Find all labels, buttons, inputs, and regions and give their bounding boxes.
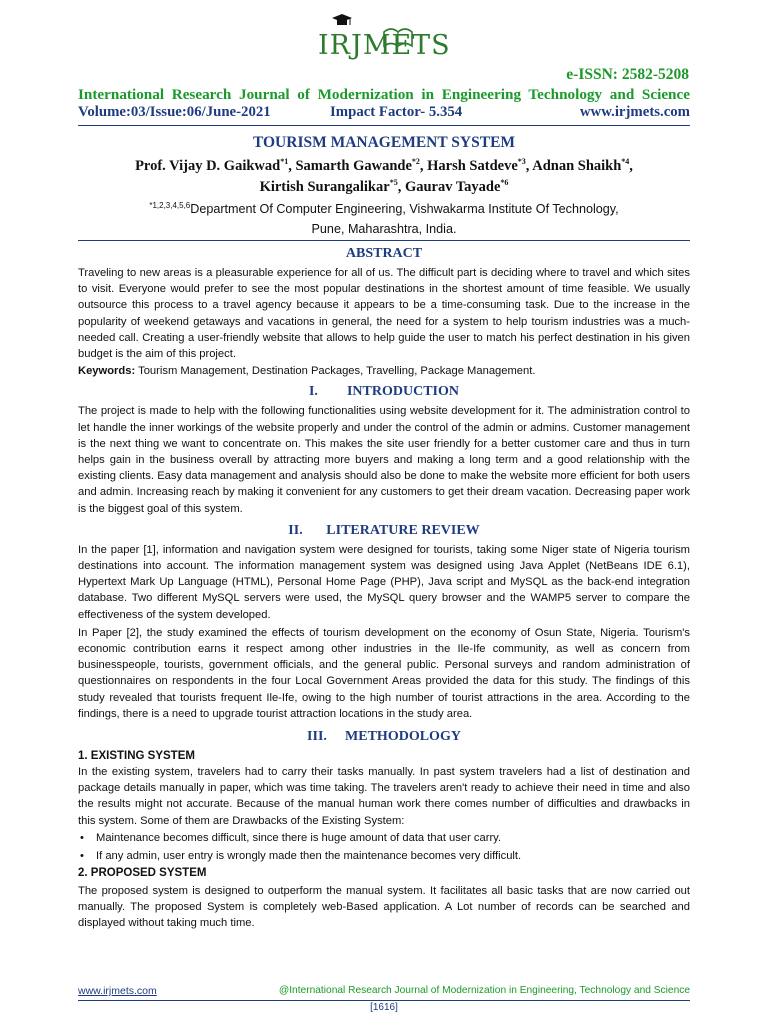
author-name: Kirtish Surangalikar [259,179,390,195]
affiliation [78,199,690,239]
keywords-list: Tourism Management, Destination Packages, Travelling, Package Management. [135,365,536,378]
abstract-heading: ABSTRACT [345,246,423,261]
literature-para-1: In the paper [1], information and navigation system were designed for tourists, taking some Niger state of Nigeria tourism destinations into account. The information management system was designed using Java Applet (NetBeans IDE 6.1), Hypertext Mark Up Language (HTML), Personal Home Page (PHP), Java script and MySQL as the back-end integration database. Two different MySQL servers were used, the MySQL query browser and the WAMP5 server to compare the effectiveness of the system developed. [78,543,690,621]
volume-line [78,104,690,124]
author-sup: *1 [280,157,289,167]
keywords-label: Keywords: [78,365,136,378]
footer-divider [78,1000,690,1001]
proposed-system-text: The proposed system is designed to outperform the manual system. It facilitates all basic tasks that are now carried out manually. The proposed System is completely web-Based application. A Lot number of records can be searched and displayed without taking much time. [78,884,690,930]
list-item: • If any admin, user entry is wrongly made then the maintenance becomes very difficult. [78,847,690,865]
existing-system-text: In the existing system, travelers had to carry their tasks manually. In past system travelers had a list of destination and package details manually in paper, which was time taking. The travelers aren't ready to achieve their need in time and also the results might not accurate. Because of the manual human work there comes number of difficulties and drawbacks in this system. Some of them are Drawbacks of the Existing System: [78,766,690,827]
journal-logo [318,12,456,64]
journal-website[interactable]: www.irjmets.com [579,104,690,120]
abstract-text: Traveling to new areas is a pleasurable experience for all of us. The difficult part is deciding where to travel and which sites to visit. Everyone would prefer to see the most popular destinations in the shortest amount of time feasible. We usually outsource this process to a travel agency because it appears to be a time-consuming task. Due to the increase in the popularity of weekend getaways and vacations in general, the need for a system to help tourism industries was a much-needed call. Creating a user-friendly website that allows to help guide the user to match his perfect destination in his given budget is the aim of this project. [78,267,690,361]
header-divider [78,125,690,126]
section-title: METHODOLOGY [345,729,461,745]
section-title: LITERATURE REVIEW [326,522,480,538]
page-footer [78,984,690,1014]
keywords [78,363,690,379]
author-name: Gaurav Tayade [404,179,501,195]
impact-factor: Impact Factor- 5.354 [330,104,463,120]
author-sup: *2 [411,157,420,167]
author-name: Samarth Gawande [295,158,412,174]
introduction-text: The project is made to help with the following functionalities using website development for it. The administration control to let handle the inner workings of the website properly and under the control of the admin or admins. Customer management is the next thing we want to concentrate on. This makes the site user friendly for a better customer care and thus in turn helps gain in the business overall by attracting more buyers and making a long term and a good relationship with the existing clients. Easy data management and analysis should also be done to make the website more efficient for both users and admin. Increasing reach by making it convenient for any customers to get their dream vacation. Decreasing paper work is the biggest goal of this system. [78,405,690,515]
logo-text: IRJMETS [318,30,451,61]
author-name: Adnan Shaikh [532,158,622,174]
journal-name: International Research Journal of Modernization in Engineering Technology and Science [78,86,690,103]
author-sup: *3 [517,157,526,167]
authors-line-2: Kirtish Surangalikar$^{*5}$, Gaurav Tayade$^{*6}$ [259,178,509,195]
literature-para-2: In Paper [2], the study examined the effects of tourism development on the economy of Osun State, Nigeria. Tourism's economic contribution earns it respect among other industries in the Ile-Ife community, as well as concern from businesspeople, tourists, government officials, and the general public. Personal surveys and random administration of questionnaires on respondents in the four Local Government Areas provided the data for this study. The findings of this study revealed that tourists frequent Ile-Ife, owing to the high number of tourist attractions in the area. According to the findings, there is a need to upgrade tourist attraction locations in the study area. [78,626,690,720]
author-name: Harsh Satdeve [427,158,518,174]
section-number: II. [288,522,303,538]
literature-heading [78,520,690,542]
list-item: • Maintenance becomes difficult, since there is huge amount of data that user carry. [78,829,690,847]
authors-line-1: Prof. Vijay D. Gaikwad$^{*1}$, Samarth Gawande$^{*2}$, Harsh Satdeve$^{*3}$, Adnan Shaikh$^{*4}$, [135,157,633,174]
section-number: I. [308,384,318,400]
methodology-heading [78,726,690,748]
section-title: INTRODUCTION [346,384,459,400]
page-number: [1616] [370,1002,398,1013]
issn: e-ISSN: 2582-5208 [566,66,689,83]
volume-issue: Volume:03/Issue:06/June-2021 [78,104,271,120]
footer-website-link[interactable]: www.irjmets.com [78,985,157,997]
author-sup: *4 [621,157,630,167]
affiliation-line-1: Department Of Computer Engineering, Vishwakarma Institute Of Technology, [190,202,619,216]
affiliation-sup: *1,2,3,4,5,6 [149,200,191,210]
existing-system-heading: 1. EXISTING SYSTEM [78,750,195,763]
paper-body [78,130,690,932]
author-name: Prof. Vijay D. Gaikwad [135,158,281,174]
authors [78,156,690,198]
proposed-system-heading: 2. PROPOSED SYSTEM [78,866,207,879]
title-divider [78,240,690,241]
journal-header [0,0,768,126]
drawbacks-list [78,829,690,865]
affiliation-line-2: Pune, Maharashtra, India. [311,222,457,236]
footer-copyright: @International Research Journal of Modernization in Engineering, Technology and Science [278,985,690,996]
paper-title: TOURISM MANAGEMENT SYSTEM [252,134,516,151]
section-number: III. [307,729,327,745]
author-sup: *5 [389,178,398,188]
author-sup: *6 [500,178,509,188]
introduction-heading [78,381,690,403]
